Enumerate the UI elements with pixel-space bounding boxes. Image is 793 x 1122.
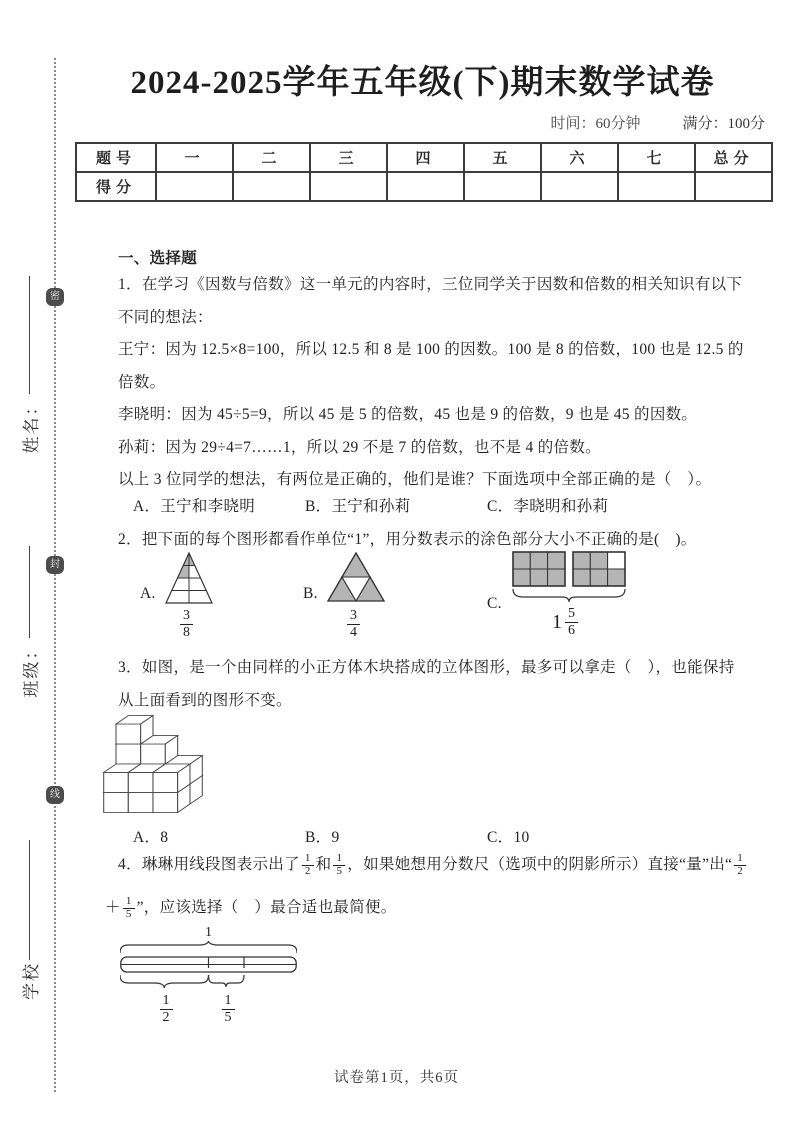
fraction-numerator: 3 — [347, 608, 360, 625]
q3-option-b: B．9 — [305, 829, 340, 846]
score-table-header-row — [76, 143, 772, 172]
school-label: 学校 — [21, 962, 41, 1000]
score-table-empty-cell — [233, 172, 310, 201]
seal-char-feng: 封 — [46, 556, 64, 574]
fraction-denominator: 4 — [350, 625, 357, 641]
segment-fifth-label — [214, 993, 242, 1026]
score-table-cell: 六 — [541, 143, 618, 172]
q3-text-line: 从上面看到的图形不变。 — [118, 692, 292, 709]
q2-figure-b-triangle — [326, 552, 386, 602]
score-table-empty-cell — [541, 172, 618, 201]
q1-text-line: 1．在学习《因数与倍数》这一单元的内容时，三位同学关于因数和倍数的相关知识有以下 — [118, 276, 743, 293]
q2-option-a-label: A. — [140, 585, 156, 602]
exam-time: 时间：60分钟 — [550, 116, 641, 132]
student-name-label: 姓名： — [21, 396, 41, 454]
score-table-empty-cell — [618, 172, 695, 201]
student-name-field — [17, 258, 41, 472]
q3-option-a: A．8 — [133, 829, 169, 846]
q2-text-line: 2．把下面的每个图形都看作单位“1”，用分数表示的涂色部分大小不正确的是( )。 — [118, 531, 697, 548]
school-field — [17, 833, 41, 1007]
fraction-numerator: 1 — [222, 993, 235, 1010]
score-table-cell: 得分 — [76, 172, 156, 201]
page-footer: 试卷第1页，共6页 — [334, 1070, 459, 1086]
score-table-empty-cell — [695, 172, 772, 201]
q4-text-line: 4．琳琳用线段图表示出了 $\frac{1}{2}$ 和 $\frac{1}{5}$ ，如果她想用分数尺（选项中的阴影所示）直接“量”出“ $\frac{1}{2}$ — [118, 852, 748, 877]
fraction-numerator: 5 — [565, 606, 578, 623]
page-title: 2024-2025学年五年级(下)期末数学试卷 — [130, 65, 715, 101]
score-table-cell: 五 — [464, 143, 541, 172]
q2-option-c-mixed-number — [552, 606, 580, 639]
q3-figure-cube-stack — [98, 714, 208, 814]
segment-total-label: 1 — [205, 925, 212, 940]
exam-full-score: 满分：100分 — [682, 116, 765, 132]
score-table-cell: 四 — [387, 143, 464, 172]
class-blank-line — [28, 547, 30, 639]
q2-option-b-fraction — [347, 608, 360, 641]
mixed-integer: 1 — [552, 611, 562, 634]
score-table-cell: 三 — [310, 143, 387, 172]
q1-option-c: C．李晓明和孙莉 — [487, 498, 609, 515]
q2-option-a-fraction — [180, 608, 193, 641]
q1-text-line: 以上 3 位同学的想法，有两位是正确的，他们是谁？下面选项中全部正确的是（ ）。 — [118, 471, 712, 488]
q1-option-b: B．王宁和孙莉 — [305, 498, 411, 515]
section-title: 一、选择题 — [118, 250, 198, 267]
q4-text-line: ＋ $\frac{1}{5}$ ”，应该选择（ ）最合适也最简便。 — [105, 895, 397, 920]
q4-figure-segment-diagram — [120, 925, 297, 1030]
segment-bar-graphic — [120, 941, 297, 989]
seal-char-xian: 线 — [46, 786, 64, 804]
q2-figure-a-triangle — [164, 552, 214, 604]
q1-text-line: 孙莉：因为 29÷4=7……1，所以 29 不是 7 的倍数，也不是 4 的倍数。 — [118, 439, 601, 456]
score-table-empty-cell — [387, 172, 464, 201]
score-table-cell: 总分 — [695, 143, 772, 172]
score-table-cell: 二 — [233, 143, 310, 172]
score-table-empty-cell — [156, 172, 233, 201]
score-table-cell: 七 — [618, 143, 695, 172]
score-table-empty-cell — [310, 172, 387, 201]
q1-text-line: 王宁：因为 12.5×8=100，所以 12.5 和 8 是 100 的因数。100 是 8 的倍数，100 也是 12.5 的 — [118, 341, 744, 358]
fraction-denominator: 2 — [162, 1010, 170, 1026]
fraction-numerator: 3 — [180, 608, 193, 625]
q2-figure-c-grids — [512, 551, 627, 604]
score-table — [75, 142, 773, 202]
student-name-blank-line — [28, 277, 30, 395]
q1-text-line: 不同的想法： — [118, 309, 213, 326]
class-label: 班级： — [21, 640, 41, 698]
score-table-cell: 一 — [156, 143, 233, 172]
q3-text-line: 3．如图，是一个由同样的小正方体木块搭成的立体图形，最多可以拿走（ ），也能保持 — [118, 659, 735, 676]
score-table-empty-cell — [464, 172, 541, 201]
fraction-denominator: 6 — [568, 623, 575, 639]
seal-char-mi: 密 — [46, 288, 64, 306]
exam-meta — [75, 112, 765, 133]
score-table-cell: 题号 — [76, 143, 156, 172]
score-table-score-row — [76, 172, 772, 201]
fraction-denominator: 8 — [183, 625, 190, 641]
q1-option-a: A．王宁和李晓明 — [133, 498, 256, 515]
fraction-denominator: 5 — [224, 1010, 232, 1026]
fraction-numerator: 1 — [160, 993, 173, 1010]
segment-half-label — [152, 993, 180, 1026]
seal-dotted-line — [54, 58, 56, 1092]
q2-option-b-label: B. — [303, 585, 318, 602]
q1-text-line: 倍数。 — [118, 374, 166, 391]
school-blank-line — [28, 840, 30, 960]
q3-option-c: C．10 — [487, 829, 530, 846]
class-field — [17, 542, 41, 702]
q1-text-line: 李晓明：因为 45÷5=9，所以 45 是 5 的倍数，45 也是 9 的倍数，9 也是 45 的因数。 — [118, 406, 698, 423]
q2-option-c-label: C. — [487, 595, 502, 612]
